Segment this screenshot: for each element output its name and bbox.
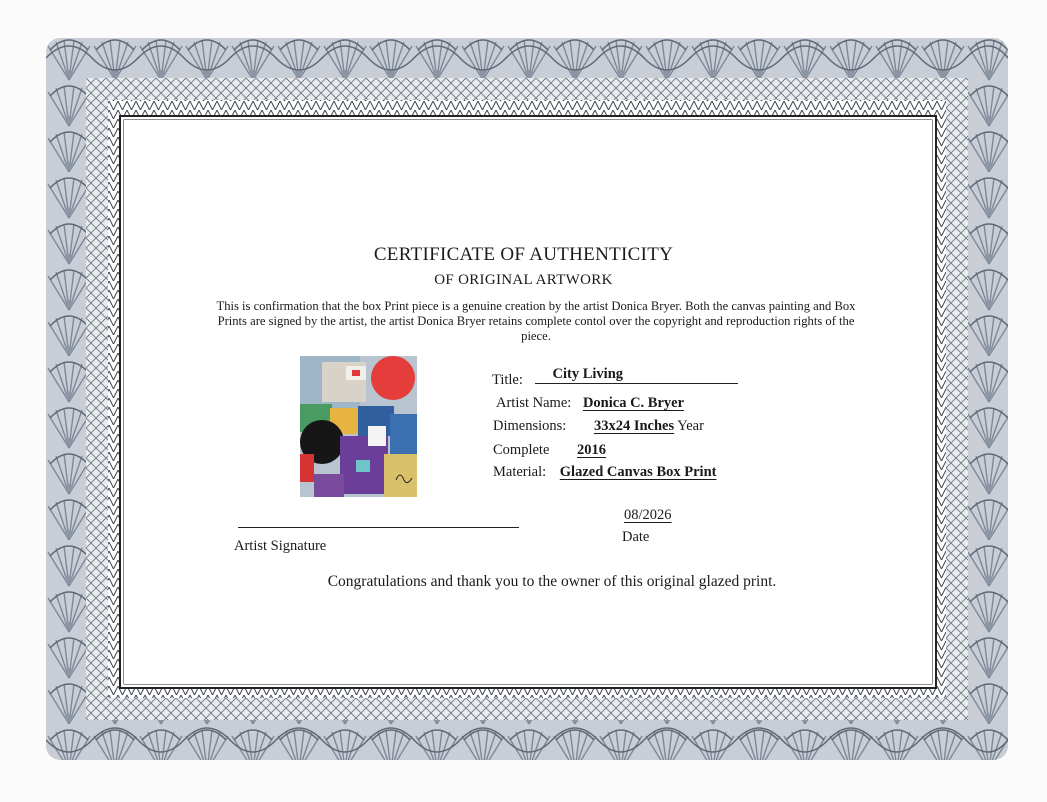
year-label: Year (677, 418, 704, 434)
complete-value: 2016 (577, 442, 607, 458)
artwork-thumbnail (300, 356, 417, 497)
complete-row (493, 442, 606, 459)
title-value: City Living (552, 366, 624, 382)
dimensions-label: Dimensions: (493, 418, 567, 434)
certificate-subtitle: OF ORIGINAL ARTWORK (434, 272, 613, 288)
date-label: Date (622, 529, 650, 545)
artist-signature-line (238, 527, 519, 528)
closing-message: Congratulations and thank you to the owner of this original glazed print. (327, 573, 777, 590)
dimensions-row (493, 418, 704, 435)
dimensions-value: 33x24 Inches (593, 418, 675, 434)
material-row (493, 464, 716, 481)
artist-row (496, 395, 684, 412)
certificate-title: CERTIFICATE OF AUTHENTICITY (373, 244, 674, 265)
artist-name-label: Artist Name: (496, 395, 572, 411)
complete-label: Complete (493, 442, 550, 458)
date-value: 08/2026 (624, 507, 672, 523)
title-label: Title: (492, 372, 523, 388)
title-row (492, 366, 738, 389)
material-label: Material: (493, 464, 547, 480)
artist-signature-label: Artist Signature (234, 538, 327, 554)
artist-name-value: Donica C. Bryer (582, 395, 685, 411)
material-value: Glazed Canvas Box Print (559, 464, 717, 480)
confirmation-paragraph: This is confirmation that the box Print piece is a genuine creation by the artist Donica Bryer. Both the canvas painting and Box Prints are signed by the artist, the artist Donica Bryer retains complete contol over the copyright and reproduction rights of the piece. (216, 299, 856, 343)
